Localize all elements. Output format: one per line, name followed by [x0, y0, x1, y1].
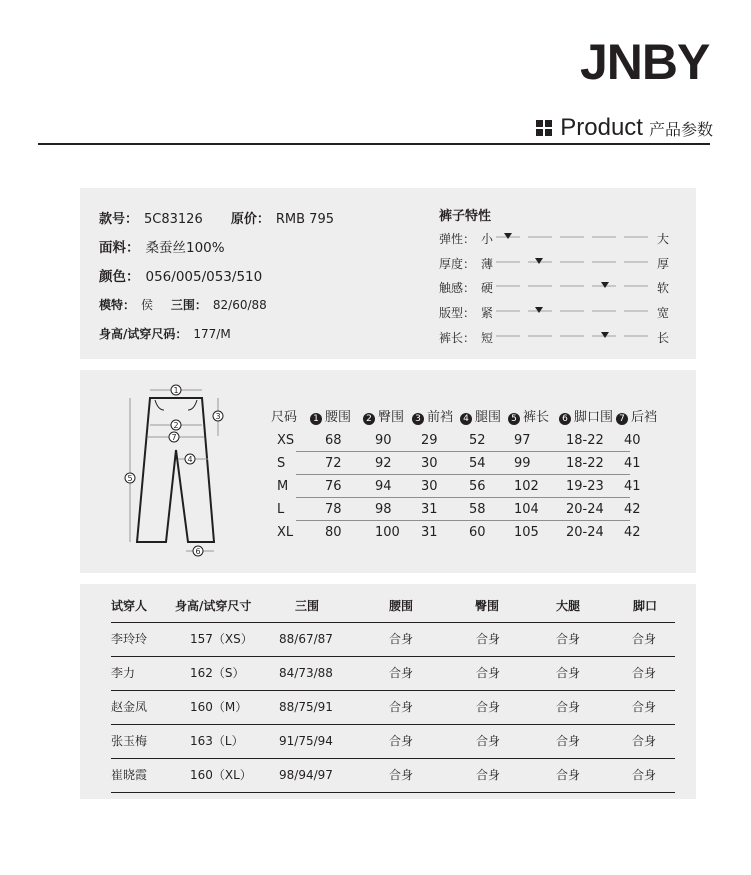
fit-value: 合身 [389, 666, 414, 680]
feature-low-label: 薄 [481, 257, 494, 271]
price-value: RMB 795 [275, 212, 334, 227]
feature-row [439, 329, 671, 345]
section-title-cn: 产品参数 [648, 120, 713, 139]
features-title: 裤子特性 [439, 209, 492, 224]
feature-scale-dash [624, 335, 648, 337]
diagram-label-4: 4 [187, 455, 193, 464]
fit-value: 合身 [556, 700, 581, 714]
size-header-number-badge: 3 [412, 413, 424, 425]
fit-value: 84/73/88 [279, 666, 333, 680]
measure-value: 82/60/88 [212, 298, 267, 312]
size-value: 56 [469, 479, 486, 494]
feature-scale-dash [496, 285, 520, 287]
size-header-cell [460, 406, 501, 429]
fit-tester-name: 赵金凤 [111, 700, 148, 714]
section-header [536, 114, 713, 142]
feature-label: 弹性： [439, 232, 476, 246]
size-value: 105 [514, 525, 539, 540]
size-header-label: 裤长 [523, 410, 550, 425]
fit-value: 162（S） [190, 666, 245, 680]
feature-scale-dash [496, 335, 520, 337]
style-value: 5C83126 [144, 212, 203, 227]
size-value: 98 [375, 502, 392, 517]
size-value: 60 [469, 525, 486, 540]
size-header-number-badge: 4 [460, 413, 472, 425]
size-value: 41 [624, 479, 641, 494]
fit-value: 合身 [476, 768, 501, 782]
feature-scale-dash [560, 310, 584, 312]
size-value: 102 [514, 479, 539, 494]
fit-value: 合身 [632, 700, 657, 714]
feature-scale-dash [624, 285, 648, 287]
fit-value: 合身 [476, 734, 501, 748]
feature-scale [496, 310, 648, 314]
fit-header-cell: 腰围 [389, 599, 414, 613]
size-header-label: 脚口围 [574, 410, 614, 425]
size-header-cell [271, 406, 297, 429]
section-title-en: Product [560, 114, 643, 141]
feature-scale-dash [592, 261, 616, 263]
size-value: 58 [469, 502, 486, 517]
size-code: XS [277, 433, 295, 448]
fit-value: 合身 [389, 768, 414, 782]
fit-tester-name: 李力 [111, 666, 136, 680]
style-price-line [99, 208, 334, 227]
size-header-number-badge: 7 [616, 413, 628, 425]
fit-table [111, 594, 675, 793]
size-header-cell [363, 406, 404, 429]
model-line [99, 296, 267, 313]
size-value: 20-24 [566, 525, 604, 540]
header-divider [38, 143, 710, 145]
feature-scale-dash [496, 261, 520, 263]
fit-table-row [111, 622, 675, 656]
size-value: 42 [624, 525, 641, 540]
size-value: 52 [469, 433, 486, 448]
feature-scale-dash [528, 285, 552, 287]
diagram-label-1: 1 [173, 386, 179, 395]
feature-scale-dash [528, 335, 552, 337]
size-value: 31 [421, 525, 438, 540]
diagram-label-3: 3 [215, 412, 221, 421]
feature-label: 厚度： [439, 257, 476, 271]
fit-value: 合身 [476, 632, 501, 646]
feature-scale-dash [560, 261, 584, 263]
feature-scale [496, 285, 648, 289]
size-header-number-badge: 6 [559, 413, 571, 425]
pocket-left [155, 400, 164, 410]
fit-value: 160（XL） [190, 768, 252, 782]
feature-label: 触感： [439, 281, 476, 295]
fit-value: 合身 [632, 666, 657, 680]
fit-header-cell: 臀围 [475, 599, 500, 613]
feature-scale-dash [624, 310, 648, 312]
model-label: 模特： [99, 298, 136, 312]
size-value: 80 [325, 525, 342, 540]
fit-value: 91/75/94 [279, 734, 333, 748]
size-header-number-badge: 1 [310, 413, 322, 425]
fit-value: 88/75/91 [279, 700, 333, 714]
size-value: 18-22 [566, 456, 604, 471]
fit-table-row [111, 758, 675, 793]
feature-marker [504, 233, 512, 239]
size-value: 90 [375, 433, 392, 448]
fit-value: 合身 [556, 734, 581, 748]
fit-value: 157（XS） [190, 632, 253, 646]
pocket-right [188, 400, 197, 410]
feature-scale-dash [624, 236, 648, 238]
size-header-label: 前裆 [427, 410, 454, 425]
feature-scale-dash [592, 310, 616, 312]
feature-marker [535, 258, 543, 264]
measure-label: 三围： [170, 298, 207, 312]
fit-value: 合身 [556, 632, 581, 646]
size-header-number-badge: 5 [508, 413, 520, 425]
fit-value: 合身 [476, 700, 501, 714]
fit-value: 合身 [389, 734, 414, 748]
feature-low-label: 硬 [481, 281, 494, 295]
style-label: 款号： [99, 212, 139, 227]
feature-scale [496, 335, 648, 339]
size-code: S [277, 456, 286, 471]
fit-tester-name: 李玲玲 [111, 632, 148, 646]
size-value: 20-24 [566, 502, 604, 517]
fit-value: 合身 [389, 700, 414, 714]
fit-table-header [111, 594, 675, 622]
size-code: M [277, 479, 289, 494]
fit-header-cell: 试穿人 [111, 599, 148, 613]
size-header-cell [310, 406, 351, 429]
feature-high-label: 软 [657, 281, 670, 295]
feature-label: 裤长： [439, 331, 476, 345]
size-header-label: 腿围 [475, 410, 502, 425]
size-header-cell [616, 406, 657, 429]
feature-scale-dash [592, 236, 616, 238]
size-value: 94 [375, 479, 392, 494]
fit-value: 合身 [556, 666, 581, 680]
feature-scale-dash [624, 261, 648, 263]
material-line [99, 236, 225, 256]
fit-value: 98/94/97 [279, 768, 333, 782]
color-line [99, 265, 262, 285]
size-header-label: 臀围 [378, 410, 405, 425]
feature-row [439, 304, 671, 320]
feature-high-label: 长 [657, 331, 670, 345]
feature-scale-dash [496, 310, 520, 312]
size-value: 19-23 [566, 479, 604, 494]
height-label: 身高/试穿尺码： [99, 327, 188, 341]
size-chart-panel [80, 370, 696, 573]
feature-row [439, 230, 671, 246]
feature-marker [601, 282, 609, 288]
size-value: 42 [624, 502, 641, 517]
feature-marker [601, 332, 609, 338]
size-value: 72 [325, 456, 342, 471]
feature-high-label: 宽 [657, 306, 670, 320]
fit-value: 合身 [632, 768, 657, 782]
material-value: 桑蚕丝100% [145, 240, 225, 256]
height-line [99, 325, 231, 342]
fit-header-cell: 三围 [295, 599, 320, 613]
price-label: 原价： [230, 212, 270, 227]
fit-table-row [111, 656, 675, 690]
size-value: 99 [514, 456, 531, 471]
fit-tester-name: 崔晓霞 [111, 768, 148, 782]
fit-table-row [111, 690, 675, 724]
size-header-cell [508, 406, 549, 429]
size-value: 18-22 [566, 433, 604, 448]
feature-row [439, 279, 671, 295]
feature-low-label: 短 [481, 331, 494, 345]
size-value: 54 [469, 456, 486, 471]
feature-scale-dash [560, 335, 584, 337]
brand-logo: JNBY [580, 34, 710, 90]
feature-scale-dash [528, 236, 552, 238]
fit-header-cell: 大腿 [556, 599, 581, 613]
size-header-cell [412, 406, 453, 429]
feature-row [439, 255, 671, 271]
feature-low-label: 紧 [481, 306, 494, 320]
fit-header-cell: 脚口 [633, 599, 658, 613]
size-header-label: 尺码 [271, 410, 298, 425]
size-value: 29 [421, 433, 438, 448]
fit-value: 160（M） [190, 700, 248, 714]
feature-scale [496, 236, 648, 240]
fit-table-row [111, 724, 675, 758]
model-value: 侯 [141, 298, 154, 312]
size-value: 40 [624, 433, 641, 448]
size-header-number-badge: 2 [363, 413, 375, 425]
feature-low-label: 小 [481, 232, 494, 246]
diagram-label-7: 7 [171, 433, 177, 442]
feature-high-label: 大 [657, 232, 670, 246]
size-value: 68 [325, 433, 342, 448]
fit-value: 合身 [476, 666, 501, 680]
pants-diagram [120, 380, 260, 566]
size-code: XL [277, 525, 294, 540]
size-header-label: 腰围 [325, 410, 352, 425]
size-value: 31 [421, 502, 438, 517]
size-value: 97 [514, 433, 531, 448]
fit-value: 合身 [556, 768, 581, 782]
size-value: 30 [421, 456, 438, 471]
material-label: 面料： [99, 240, 140, 256]
feature-scale [496, 261, 648, 265]
diagram-label-6: 6 [195, 547, 201, 556]
feature-high-label: 厚 [657, 257, 670, 271]
size-value: 92 [375, 456, 392, 471]
color-value: 056/005/053/510 [145, 269, 263, 285]
size-header-label: 后裆 [631, 410, 658, 425]
size-value: 104 [514, 502, 539, 517]
fit-header-cell: 身高/试穿尺寸 [175, 599, 252, 613]
feature-scale-dash [560, 285, 584, 287]
size-code: L [277, 502, 285, 517]
fit-value: 合身 [632, 632, 657, 646]
fit-panel [80, 584, 696, 799]
color-label: 颜色： [99, 269, 140, 285]
feature-marker [535, 307, 543, 313]
feature-label: 版型： [439, 306, 476, 320]
height-value: 177/M [193, 327, 231, 341]
diagram-label-5: 5 [127, 474, 133, 483]
fit-tester-name: 张玉梅 [111, 734, 148, 748]
size-value: 30 [421, 479, 438, 494]
fit-value: 88/67/87 [279, 632, 333, 646]
fit-value: 合身 [632, 734, 657, 748]
product-info-panel [80, 188, 696, 359]
diagram-label-2: 2 [173, 421, 179, 430]
size-value: 76 [325, 479, 342, 494]
size-value: 41 [624, 456, 641, 471]
size-header-cell [559, 406, 613, 429]
feature-scale-dash [560, 236, 584, 238]
fit-value: 163（L） [190, 734, 244, 748]
fit-value: 合身 [389, 632, 414, 646]
size-value: 78 [325, 502, 342, 517]
grid-icon [536, 120, 552, 136]
size-value: 100 [375, 525, 400, 540]
